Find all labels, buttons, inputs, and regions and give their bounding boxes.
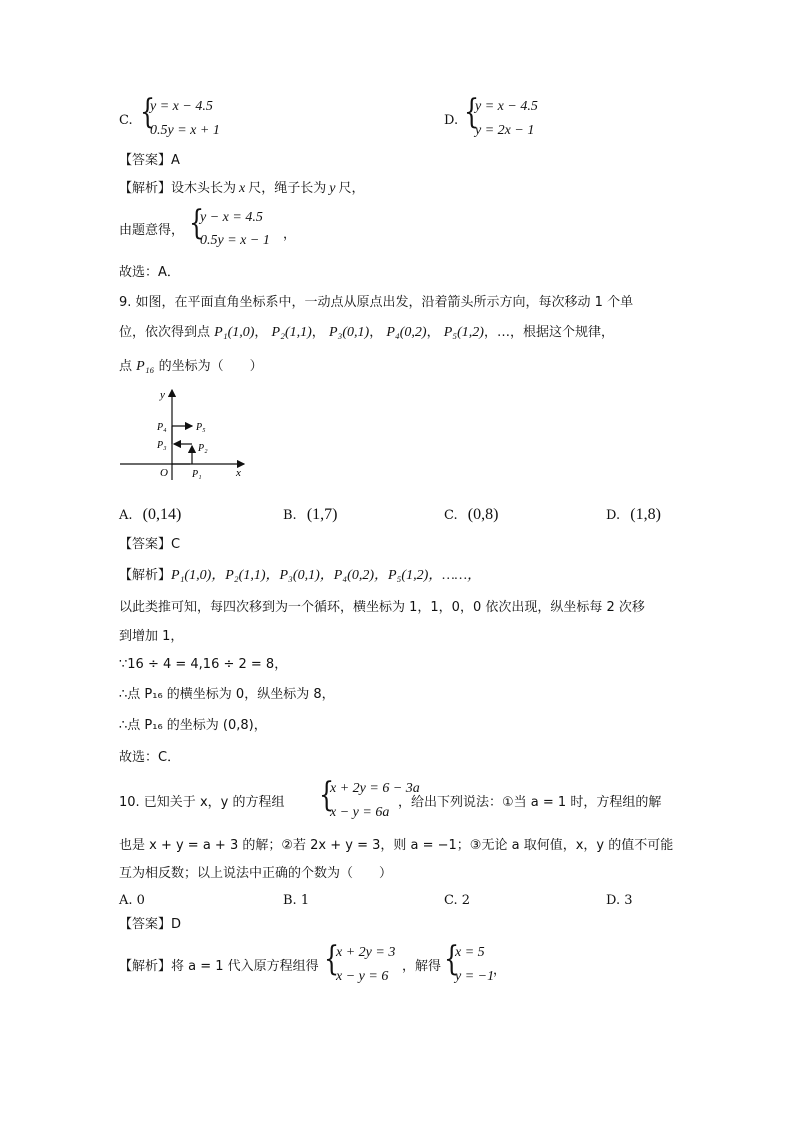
q9-option-d: [606, 507, 661, 523]
q9-stem-line3-point: P₁₆: [136, 359, 155, 374]
q10-solution-eq1: x = 5: [455, 945, 485, 960]
q9-analysis-line2: 以此类推可知，每四次移到为一个循环，横坐标为 1，1，0，0 依次出现，纵坐标每 2 次移: [119, 600, 645, 615]
fig-label-p5: P₅: [196, 422, 206, 433]
q9-point-p2: P₂(1,1): [271, 325, 312, 340]
q10-stem-b: ，给出下列说法：①当 a = 1 时，方程组的解: [398, 795, 662, 810]
q9-stem-line2-b: ，…，根据这个规律，: [483, 325, 614, 340]
q9-analysis-points: P₁(1,0)，P₂(1,1)，P₃(0,1)，P₄(0,2)，P₅(1,2)，……，: [171, 568, 482, 583]
q8-analysis-line2: 由题意得，: [119, 223, 185, 238]
fig-label-p3: P₃: [157, 440, 167, 451]
q9-option-c-value: (0,8): [467, 506, 499, 523]
q9-option-c: [444, 507, 498, 523]
q8-analysis-var-x: x: [239, 181, 246, 196]
q9-point-p4: P₄(0,2): [386, 325, 427, 340]
q9-option-b-value: (1,7): [306, 506, 338, 523]
fig-label-p1: P₁: [192, 469, 202, 480]
q8-analysis-text-3: 尺，: [338, 181, 365, 196]
q9-stem-line3: [119, 360, 263, 374]
q8-system-tail: ，: [283, 227, 297, 242]
q10-stem-line2: 也是 x + y = a + 3 的解；②若 2x + y = 3，则 a = −1；③无论 a 取何值，x，y 的值不可能: [119, 838, 674, 853]
q9-option-d-label: D.: [606, 508, 621, 523]
q9-analysis-line5: ∴点 P₁₆ 的横坐标为 0，纵坐标为 8，: [119, 687, 335, 702]
q9-analysis-line6: ∴点 P₁₆ 的坐标为 (0,8)，: [119, 718, 267, 733]
q9-option-b-label: B.: [283, 508, 297, 523]
q8-analysis-var-y: y: [329, 181, 336, 196]
q9-point-p5: P₅(1,2): [443, 325, 484, 340]
q9-point-p1: P₁(1,0): [214, 325, 255, 340]
q8-analysis-text-1: 【解析】设木头长为: [119, 181, 237, 196]
q8-conclusion: 故选：A．: [119, 265, 180, 280]
q8-option-d-label: D.: [444, 113, 459, 128]
fig-label-p4: P₄: [157, 422, 167, 433]
q9-stem-line2: 位，依次得到点 P₁(1,0)， P₂(1,1)， P₃(0,1)， P₄(0,2)， P₅(1,2)，…，根据这个规律，: [119, 325, 614, 340]
q8-option-c-eq2: 0.5y = x + 1: [150, 123, 220, 138]
q9-analysis-prefix: 【解析】: [119, 568, 172, 583]
q9-stem-line3-b: 的坐标为（ ）: [158, 359, 263, 374]
q9-analysis-line1: [119, 569, 481, 583]
q8-system-eq2: 0.5y = x − 1: [200, 233, 270, 248]
q8-option-d-eq2: y = 2x − 1: [475, 123, 535, 138]
q8-option-c-brace: {: [140, 92, 156, 132]
q8-answer: 【答案】A: [119, 153, 180, 168]
q9-stem-line2-a: 位，依次得到点: [119, 325, 211, 340]
q10-analysis-tail: ，: [493, 963, 507, 978]
q10-solution-eq2: y = −1: [455, 969, 495, 984]
q10-stem-line3: 互为相反数；以上说法中正确的个数为（ ）: [119, 866, 393, 881]
q10-option-d: D. 3: [606, 893, 633, 908]
q10-option-a: A. 0: [119, 893, 145, 908]
q10-stem-a: 10. 已知关于 x，y 的方程组: [119, 795, 285, 810]
q10-analysis-sys-eq1: x + 2y = 3: [336, 945, 396, 960]
q9-analysis-line4: ∵16 ÷ 4 = 4,16 ÷ 2 = 8，: [119, 657, 288, 672]
q10-analysis-a: 【解析】将 a = 1 代入原方程组得: [119, 959, 319, 974]
q8-analysis-line1: [119, 182, 364, 196]
q9-option-a: [119, 507, 181, 523]
y-axis-label: y: [160, 389, 165, 401]
q9-coordinate-figure: [110, 382, 250, 482]
q10-option-c: C. 2: [444, 893, 471, 908]
q8-option-c-label: C.: [119, 113, 133, 128]
q10-system-eq2: x − y = 6a: [330, 805, 390, 820]
q10-system-brace: {: [319, 775, 335, 815]
q9-option-a-label: A.: [119, 508, 133, 523]
q9-point-p3: P₃(0,1): [328, 325, 370, 340]
q9-analysis-line3: 到增加 1，: [119, 629, 184, 644]
q10-analysis-b: ，解得: [402, 959, 442, 974]
q9-option-d-value: (1,8): [630, 506, 661, 523]
q9-option-b: [283, 507, 337, 523]
q8-option-d-brace: {: [464, 92, 480, 132]
q9-stem-line1: 9. 如图，在平面直角坐标系中，一动点从原点出发，沿着箭头所示方向，每次移动 1 个单: [119, 295, 634, 310]
q8-system-eq1: y − x = 4.5: [200, 210, 263, 225]
origin-label: O: [160, 467, 168, 479]
q10-option-b: B. 1: [283, 893, 310, 908]
q8-option-c-eq1: y = x − 4.5: [150, 99, 213, 114]
q10-solution-brace: {: [444, 939, 460, 979]
q10-analysis-system-brace: {: [324, 939, 340, 979]
q10-system-eq1: x + 2y = 6 − 3a: [330, 781, 420, 796]
x-axis-label: x: [236, 467, 241, 479]
q8-option-d-eq1: y = x − 4.5: [475, 99, 538, 114]
q9-answer: 【答案】C: [119, 537, 181, 552]
q9-stem-line3-a: 点: [119, 359, 133, 374]
q9-conclusion: 故选：C．: [119, 750, 181, 765]
q9-option-a-value: (0,14): [142, 506, 182, 523]
q9-option-c-label: C.: [444, 508, 458, 523]
q8-analysis-text-2: 尺，绳子长为: [248, 181, 327, 196]
q8-system-brace: {: [189, 203, 205, 243]
q10-answer: 【答案】D: [119, 917, 182, 932]
fig-label-p2: P₂: [198, 443, 208, 454]
q10-analysis-sys-eq2: x − y = 6: [336, 969, 389, 984]
